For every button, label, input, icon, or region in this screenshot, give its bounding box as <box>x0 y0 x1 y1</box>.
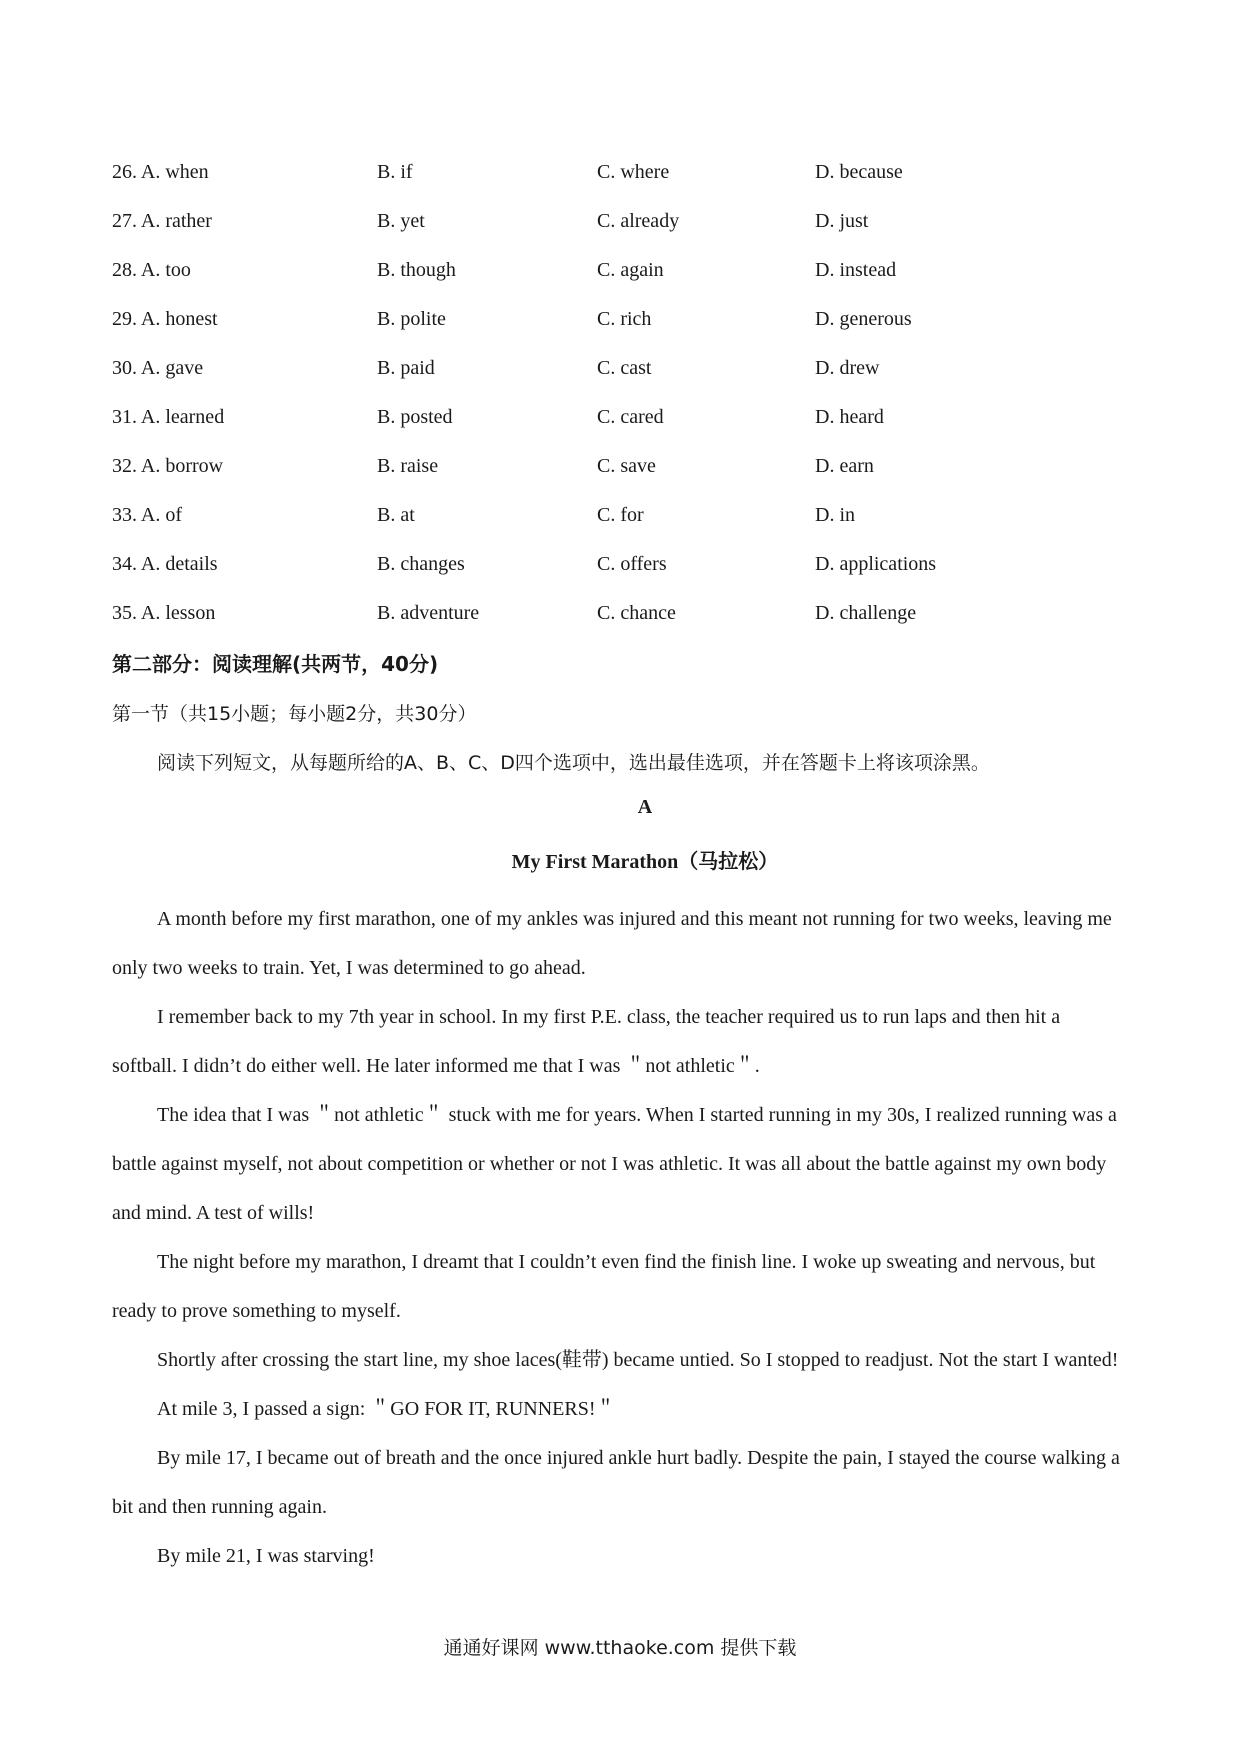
option-a: 34. A. details <box>112 553 218 575</box>
option-d: D. instead <box>815 259 897 281</box>
passage-body <box>112 895 1122 1581</box>
option-b: B. at <box>377 504 415 526</box>
passage-paragraph: The idea that I was ＂not athletic＂ stuck with me for years. When I started running in my 30s, I realized running was a battle against myself, not about competition or whether or not I was athletic. It was all about the battle against my own body and mind. A test of wills! <box>112 1104 1117 1224</box>
passage-paragraph: Shortly after crossing the start line, my shoe laces(鞋带) became untied. So I stopped to readjust. Not the start I wanted! <box>157 1349 1119 1371</box>
option-b: B. polite <box>377 308 446 330</box>
answer-options <box>112 158 1112 648</box>
option-row <box>112 256 1112 305</box>
option-c: C. again <box>597 259 664 281</box>
option-c: C. cast <box>597 357 652 379</box>
option-a: 26. A. when <box>112 161 209 183</box>
option-d: D. heard <box>815 406 884 428</box>
option-c: C. where <box>597 161 670 183</box>
page-footer: 通通好课网 www.tthaoke.com 提供下载 <box>443 1637 797 1659</box>
option-a: 29. A. honest <box>112 308 218 330</box>
option-d: D. because <box>815 161 903 183</box>
option-row <box>112 550 1112 599</box>
option-a: 30. A. gave <box>112 357 204 379</box>
option-row <box>112 158 1112 207</box>
option-b: B. though <box>377 259 456 281</box>
option-b: B. if <box>377 161 413 183</box>
option-b: B. changes <box>377 553 465 575</box>
option-d: D. in <box>815 504 855 526</box>
option-c: C. for <box>597 504 644 526</box>
option-row <box>112 354 1112 403</box>
passage-paragraph: By mile 21, I was starving! <box>157 1545 375 1567</box>
option-c: C. offers <box>597 553 667 575</box>
option-d: D. earn <box>815 455 874 477</box>
option-d: D. drew <box>815 357 880 379</box>
option-c: C. save <box>597 455 656 477</box>
option-b: B. paid <box>377 357 435 379</box>
passage-paragraph: The night before my marathon, I dreamt that I couldn’t even find the finish line. I woke up sweating and nervous, but ready to prove something to myself. <box>112 1251 1096 1322</box>
option-a: 35. A. lesson <box>112 602 216 624</box>
passage-paragraph: By mile 17, I became out of breath and the once injured ankle hurt badly. Despite the pain, I stayed the course walking a bit and then running again. <box>112 1447 1120 1518</box>
section-subheading: 第一节（共15小题；每小题2分，共30分） <box>112 703 477 725</box>
passage-paragraph: At mile 3, I passed a sign: ＂GO FOR IT, RUNNERS!＂ <box>157 1398 616 1420</box>
option-c: C. chance <box>597 602 676 624</box>
option-row <box>112 501 1112 550</box>
option-d: D. challenge <box>815 602 917 624</box>
option-row <box>112 207 1112 256</box>
option-b: B. yet <box>377 210 425 232</box>
passage-paragraph: A month before my first marathon, one of my ankles was injured and this meant not running for two weeks, leaving me only two weeks to train. Yet, I was determined to go ahead. <box>112 908 1112 979</box>
option-b: B. posted <box>377 406 453 428</box>
option-row <box>112 599 1112 648</box>
section-heading: 第二部分：阅读理解(共两节，40分) <box>112 652 439 676</box>
option-row <box>112 305 1112 354</box>
option-c: C. rich <box>597 308 652 330</box>
option-a: 28. A. too <box>112 259 191 281</box>
passage-paragraph: I remember back to my 7th year in school. In my first P.E. class, the teacher required us to run laps and then hit a softball. I didn’t do either well. He later informed me that I was ＂not athletic＂. <box>112 1006 1061 1077</box>
option-d: D. just <box>815 210 869 232</box>
option-d: D. generous <box>815 308 912 330</box>
passage-title: My First Marathon（马拉松） <box>511 851 779 873</box>
passage-letter: A <box>637 796 653 818</box>
option-b: B. adventure <box>377 602 480 624</box>
option-a: 31. A. learned <box>112 406 225 428</box>
option-d: D. applications <box>815 553 937 575</box>
option-a: 33. A. of <box>112 504 182 526</box>
option-c: C. already <box>597 210 680 232</box>
option-c: C. cared <box>597 406 664 428</box>
section-instruction: 阅读下列短文，从每题所给的A、B、C、D四个选项中，选出最佳选项，并在答题卡上将该项涂黑。 <box>157 752 990 774</box>
option-row <box>112 403 1112 452</box>
option-a: 32. A. borrow <box>112 455 224 477</box>
option-row <box>112 452 1112 501</box>
option-b: B. raise <box>377 455 439 477</box>
option-a: 27. A. rather <box>112 210 212 232</box>
